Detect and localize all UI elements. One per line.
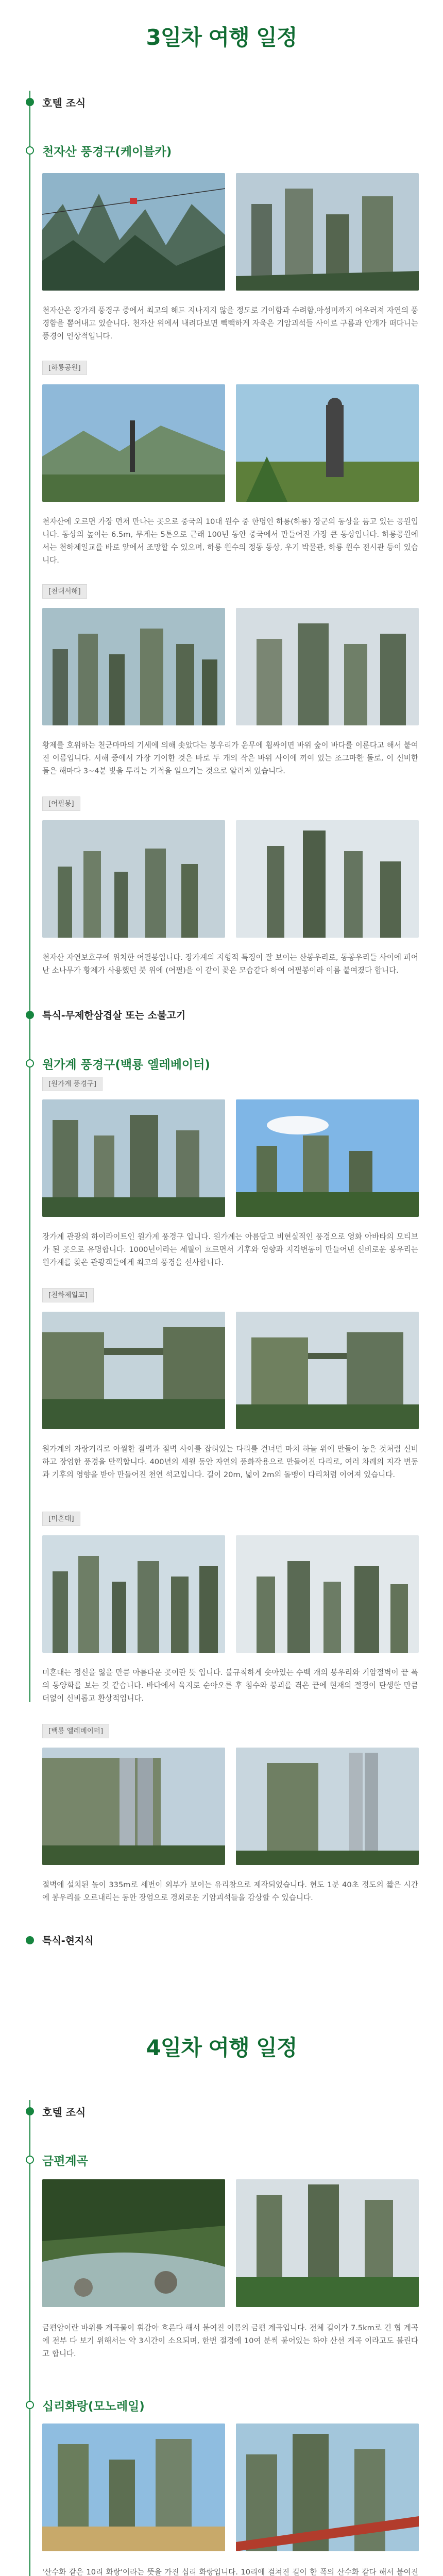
cablecar-photo-1 [42, 173, 225, 291]
mihon-photo-1 [42, 1535, 225, 1653]
day3-dinner: 특식-무제한삼겹살 또는 소불고기 [42, 1010, 186, 1021]
day4-hotel-breakfast: 호텔 조식 [42, 2106, 86, 2119]
timeline-dot [26, 1011, 34, 1019]
day3-bailong-title: 원가계 풍경구(백룡 엘레베이터) [42, 1058, 210, 1072]
gold-photo-2 [236, 2179, 419, 2307]
eopil-description: 천자산 자연보호구에 위치한 어필봉입니다. 장가계의 지형적 특징이 잘 보이는 산봉우리로, 동봉우리들 사이에 피어난 소나무가 황제가 사용했던 붓 위에 (어필)을 이 같이 꽂은 모습같다 하여 어필봉이라 이름 붙여졌다 합니다. [42, 953, 418, 975]
wonga-photo-2 [236, 1099, 419, 1217]
wonga-description: 장가계 관광의 하이라이트인 원가계 풍경구 입니다. 원가계는 아름답고 비현실적인 풍경으로 영화 아바타의 모티브가 된 곳으로 유명합니다. 1000년이라는 세월이 흐르면서 기후와 영향과 지각변동이 만들어낸 신비로운 봉우리는 원가계를 찾은 관광객들에게 최고의 풍경을 선사합니다. [42, 1232, 418, 1267]
day3-timeline [29, 91, 30, 1702]
place-tag-wonga: [원가계 풍경구] [42, 1077, 103, 1091]
mihon-description: 미혼대는 정신을 잃을 만큼 아름다운 곳이란 뜻 입니다. 불규칙하게 솟아있는 수백 개의 봉우리와 기암절벽이 끝 폭의 동양화를 보는 것 같습니다. 바다에서 육지로 순아오른 후 침수와 붕괴를 겪은 끝에 현재의 절경이 탄생한 만큼 더없이 신비롭고 환상적입니다. [42, 1668, 418, 1703]
cablecar-photo-2 [236, 173, 419, 291]
timeline-dot [26, 2156, 34, 2164]
timeline-dot [26, 2107, 34, 2115]
seoae-description: 황제를 호위하는 천군마마의 기세에 의해 솟았다는 봉우리가 운무에 휩싸이면 바위 숲이 바다를 이룬다고 해서 붙여진 이름입니다. 서해 중에서 가장 기이한 것은 바로 두 개의 작은 바위 사이에 끼여 있는 조그마한 돌로, 이 신비한 돌은 해마다 3~4분 빛을 투리는 기적을 일으키는 것으로 알려져 있습니다. [42, 741, 418, 775]
hallong-description: 천자산에 오르면 가장 먼저 만나는 곳으로 중국의 10대 원수 중 한명인 하룡(하룡) 장군의 동상을 품고 있는 공원입니다. 동상의 높이는 6.5m, 무게는 5톤으로 근래 100년 동안 중국에서 만들어진 가장 큰 동상입니다. 하룡공원에서는 천하제일교를 바로 앞에서 조망할 수 있으며, 하룡 원수의 정동 동상, 우기 박물관, 하룡 원수 전시관 등이 있습니다. [42, 517, 418, 565]
timeline-dot [26, 1936, 34, 1944]
eopil-photo-1 [42, 820, 225, 938]
day3-title: 3일차 여행 일정 [146, 25, 297, 50]
sibli-description: '산수화 같은 10리 화랑'이라는 뜻을 가진 십리 화랑입니다. 10리에 걸쳐진 길이 한 폭의 산수화 같다 해서 붙여진 [42, 2568, 418, 2576]
timeline-dot [26, 98, 34, 106]
place-tag-hallong: [하룡공원] [42, 361, 87, 375]
elevator-photo-2 [236, 1748, 419, 1865]
timeline-dot [26, 1059, 34, 1067]
day4-timeline [29, 2100, 30, 2576]
day3-lunch: 특식-현지식 [42, 1935, 94, 1946]
elevator-description: 절벽에 설치된 높이 335m로 세번이 외부가 보이는 유리창으로 제작되었습니다. 현도 1분 40초 정도의 짧은 시간에 봉우리를 오르내리는 동안 장엄으로 경외로운 기암괴석들을 감상할 수 있습니다. [42, 1880, 418, 1902]
timeline-dot [26, 2401, 34, 2409]
day3-cablecar-title: 천자산 풍경구(케이블카) [42, 145, 172, 159]
elevator-photo-1 [42, 1748, 225, 1865]
sibli-photo-1 [42, 2424, 225, 2551]
place-tag-eopil: [어필봉] [42, 796, 80, 811]
wonga-photo-1 [42, 1099, 225, 1217]
place-tag-bridge: [천하제일교] [42, 1288, 94, 1302]
day4-gold-title: 금편계곡 [42, 2155, 88, 2168]
day3-hotel-breakfast: 호텔 조식 [42, 97, 86, 109]
cablecar-description: 천자산은 장가계 풍경구 중에서 최고의 해드 지나지지 않을 정도로 기이함과 수려함,아성미까지 어우러져 자연의 풍경함을 뽐어내고 있습니다. 천자산 위에서 내려다보면 빽빽하게 자욱은 기암괴석들 사이로 구름과 안개가 떠다니는 풍경이 인상적입니다. [42, 306, 418, 341]
day4-sibli-title: 십리화랑(모노레일) [42, 2400, 145, 2413]
seoae-photo-1 [42, 608, 225, 725]
bridge-description: 원가계의 자랑거리로 아찔한 절벽과 절벽 사이를 잡혀있는 다리를 건너면 마치 하늘 위에 만들어 놓은 것처럼 신비하고 장엄한 풍경을 만끽합니다. 400년의 세월 동안 자연의 풍화작용으로 만들어진 다리로, 여러 차례의 지각 변동과 기후의 영향을 받아 만들어진 천연 석교입니다. 길이 20m, 넓이 2m의 돌맹이 다리처럼 이어져 있습니다. [42, 1445, 418, 1479]
bridge-photo-2 [236, 1312, 419, 1429]
timeline-dot [26, 146, 34, 155]
seoae-photo-2 [236, 608, 419, 725]
gold-description: 금편암이란 바위를 계곡물이 휘감아 흐른다 해서 붙여진 이름의 금편 계곡입니다. 전체 길이가 7.5km로 긴 협 계곡에 전부 다 보기 위해서는 약 3시간이 소요되며, 한번 절경에 10여 분씩 붙어있는 하야 산선 계곡 이라고도 불린다고 합니다. [42, 2324, 418, 2358]
gold-photo-1 [42, 2179, 225, 2307]
place-tag-mihon: [미혼대] [42, 1512, 80, 1526]
place-tag-seoae: [천대서해] [42, 584, 87, 599]
sibli-photo-2 [236, 2424, 419, 2551]
day4-title: 4일차 여행 일정 [146, 2035, 297, 2060]
bridge-photo-1 [42, 1312, 225, 1429]
hallong-photo-1 [42, 384, 225, 502]
place-tag-elevator: [백룡 엘레베이터] [42, 1724, 109, 1738]
hallong-photo-2 [236, 384, 419, 502]
eopil-photo-2 [236, 820, 419, 938]
mihon-photo-2 [236, 1535, 419, 1653]
